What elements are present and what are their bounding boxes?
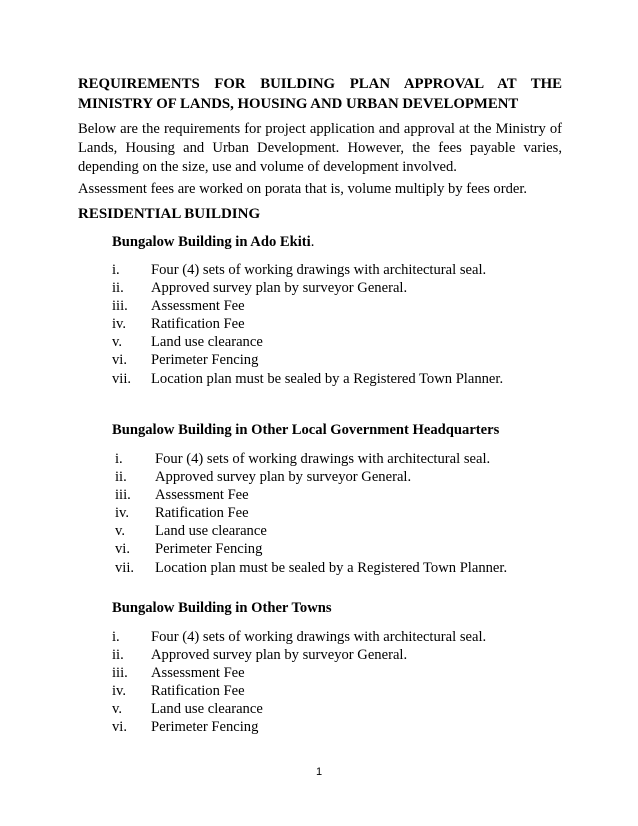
item-text: Perimeter Fencing — [155, 541, 263, 558]
item-number: iv. — [115, 505, 130, 522]
section-heading: RESIDENTIAL BUILDING — [78, 206, 261, 222]
document-title — [78, 74, 562, 114]
item-text: Approved survey plan by surveyor General. — [155, 469, 412, 486]
item-text: Four (4) sets of working drawings with architectural seal. — [151, 262, 487, 278]
item-text: Land use clearance — [151, 334, 263, 351]
subsection-heading-text: Bungalow Building in Ado Ekiti — [112, 234, 311, 250]
item-number: v. — [112, 334, 122, 351]
item-number: vi. — [112, 352, 127, 369]
item-number: ii. — [115, 469, 127, 486]
item-text: Ratification Fee — [151, 683, 245, 700]
item-text: Four (4) sets of working drawings with architectural seal. — [151, 629, 487, 645]
item-number: i. — [112, 629, 120, 645]
item-text: Approved survey plan by surveyor General. — [151, 647, 408, 664]
subsection-heading-lg-headquarters: Bungalow Building in Other Local Government Headquarters — [112, 422, 500, 438]
item-text: Approved survey plan by surveyor General. — [151, 280, 408, 297]
subsection-heading-suffix: . — [310, 234, 315, 250]
item-number: ii. — [112, 280, 124, 297]
item-text: Land use clearance — [151, 701, 263, 718]
item-number: iv. — [112, 683, 127, 700]
item-number: v. — [115, 523, 125, 540]
assessment-note: Assessment fees are worked on porata that is, volume multiply by fees order. — [78, 181, 528, 197]
intro-paragraph: Below are the requirements for project application and approval at the Ministry of Lands, Housing and Urban Development. However, the fees payable varies, depending on the size, use and volume of development involved. — [78, 121, 562, 175]
item-text: Location plan must be sealed by a Registered Town Planner. — [155, 559, 508, 576]
item-text: Assessment Fee — [151, 665, 245, 682]
item-number: vii. — [115, 559, 135, 576]
item-number: v. — [112, 701, 122, 718]
item-number: iii. — [115, 487, 131, 504]
item-text: Ratification Fee — [155, 505, 249, 522]
title-line-2: MINISTRY OF LANDS, HOUSING AND URBAN DEVELOPMENT — [78, 96, 519, 112]
item-number: i. — [115, 451, 123, 467]
page-number: 1 — [315, 766, 323, 778]
item-text: Perimeter Fencing — [151, 719, 259, 736]
item-number: iv. — [112, 316, 127, 333]
item-number: vii. — [112, 370, 132, 387]
subsection-heading-ado-ekiti — [112, 234, 314, 251]
item-text: Assessment Fee — [155, 487, 249, 504]
item-number: vi. — [115, 541, 130, 558]
item-number: iii. — [112, 665, 128, 682]
item-text: Location plan must be sealed by a Registered Town Planner. — [151, 370, 504, 387]
subsection-heading-other-towns: Bungalow Building in Other Towns — [112, 600, 332, 616]
item-number: iii. — [112, 298, 128, 315]
item-text: Ratification Fee — [151, 316, 245, 333]
item-number: ii. — [112, 647, 124, 664]
item-text: Land use clearance — [155, 523, 267, 540]
item-text: Perimeter Fencing — [151, 352, 259, 369]
item-text: Four (4) sets of working drawings with architectural seal. — [155, 451, 491, 467]
item-number: vi. — [112, 719, 127, 736]
item-text: Assessment Fee — [151, 298, 245, 315]
title-line-1: REQUIREMENTS FOR BUILDING PLAN APPROVAL AT THE — [78, 76, 562, 92]
item-number: i. — [112, 262, 120, 278]
